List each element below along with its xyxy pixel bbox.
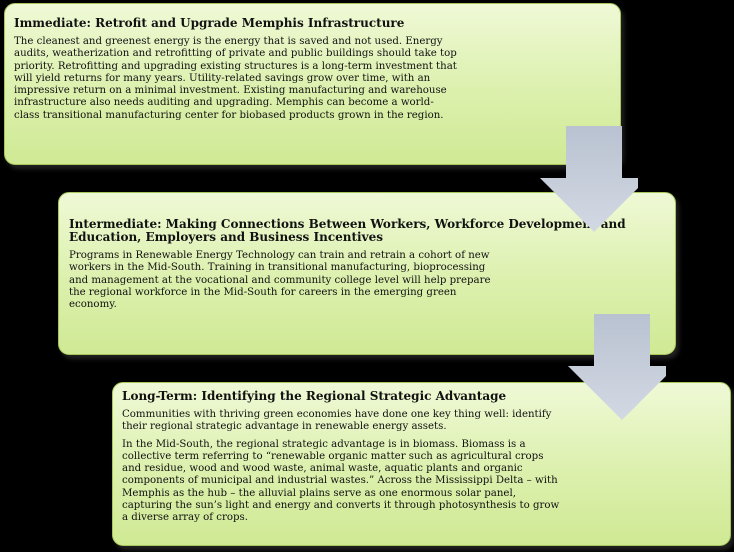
down-arrow-icon: [540, 126, 638, 236]
step-paragraph: In the Mid-South, the regional strategic advantage is in biomass. Biomass is a collective term referring to “renewable organic matter such as agricultural crops and residue, wood and wood waste, animal waste, aquatic plants and organic components of municipal and industrial wastes.” Across the Mississippi Delta – with Memphis as the hub – the alluvial plains serve as one enormous solar panel, capturing the sun’s light and energy and converts it through photosynthesis to grow a diverse array of crops.: [122, 438, 560, 524]
step-paragraph: The cleanest and greenest energy is the energy that is saved and not used. Energy audits, weatherization and retrofitting of private and public buildings should take top priority. Retrofitting and upgrading existing structures is a long-term investment that will yield returns for many years. Utility-related savings grow over time, with an impressive return on a minimal investment. Existing manufacturing and warehouse infrastructure also needs auditing and upgrading. Memphis can become a world-class transitional manufacturing center for biobased products grown in the region.: [14, 36, 457, 121]
step-box-immediate: [4, 3, 621, 165]
step-paragraph: Communities with thriving green economies have done one key thing well: identify their regional strategic advantage in renewable energy assets.: [122, 409, 552, 433]
step-heading: Long-Term: Identifying the Regional Strategic Advantage: [122, 389, 507, 403]
down-arrow-icon: [568, 314, 666, 424]
step-heading: Immediate: Retrofit and Upgrade Memphis Infrastructure: [14, 16, 405, 30]
step-heading: Intermediate: Making Connections Between Workers, Workforce Development and Education, Employers and Business Incentives: [69, 217, 626, 244]
step-paragraph: Programs in Renewable Energy Technology can train and retrain a cohort of new workers in the Mid-South. Training in transitional manufacturing, bioprocessing and management at the vocational and community college level will help prepare the regional workforce in the Mid-South for careers in the emerging green economy.: [69, 250, 491, 311]
